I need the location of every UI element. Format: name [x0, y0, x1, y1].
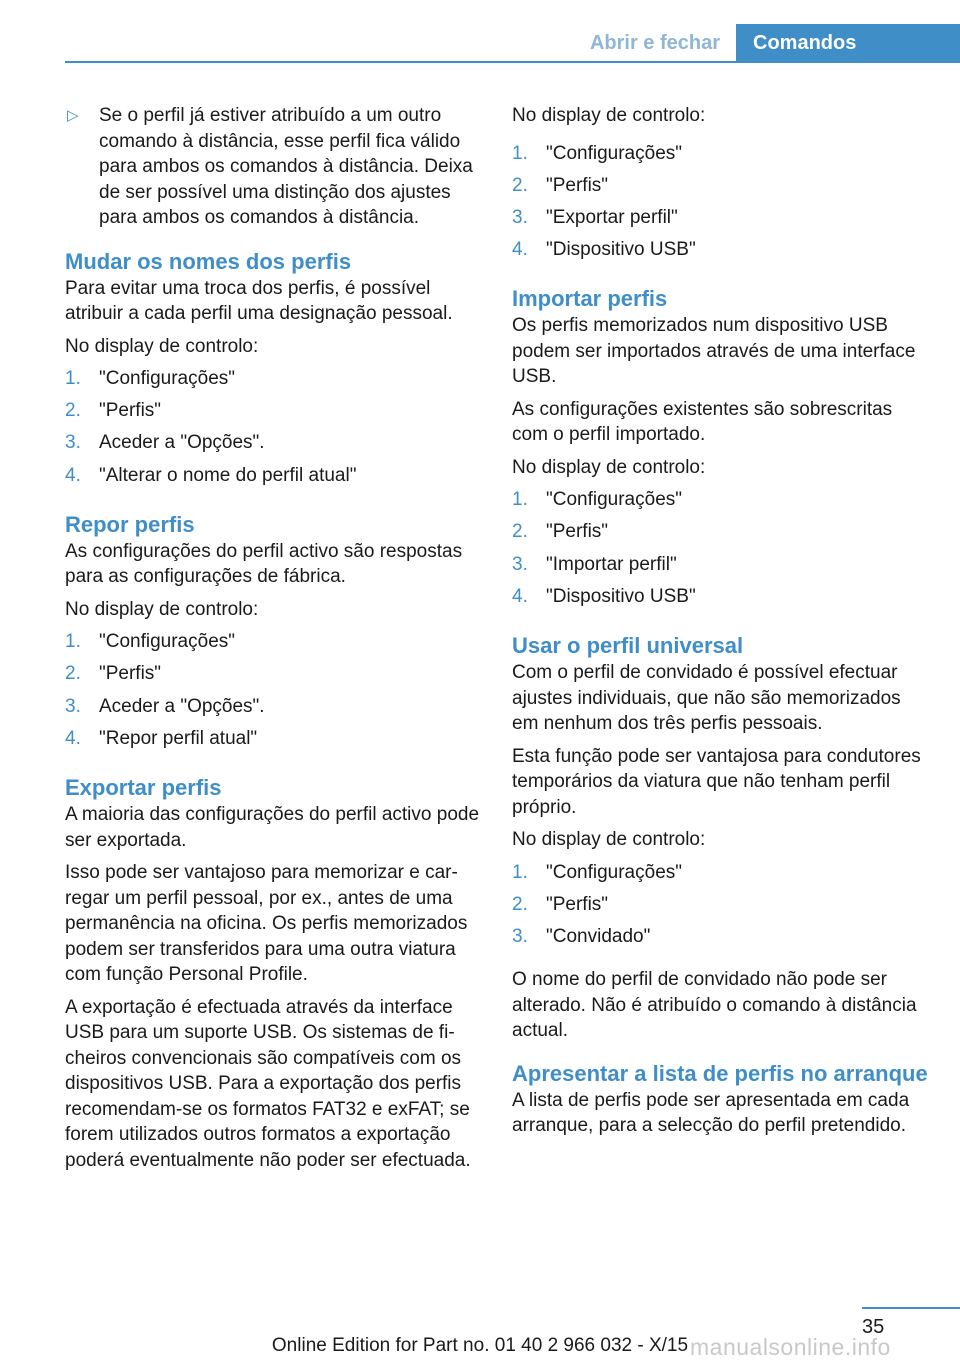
- list-item: 1. "Configurações": [512, 142, 683, 164]
- paragraph: Esta função pode ser vantajosa para condutores temporários da viatura que não tenham perfil próprio.: [512, 745, 921, 818]
- list-item: 1. "Configurações": [65, 631, 236, 653]
- heading-exportar-perfis: Exportar perfis: [65, 775, 222, 800]
- steps-list: [512, 860, 932, 957]
- paragraph: As configurações do perfil activo são respostas para as configurações de fábrica.: [65, 540, 463, 588]
- list-item: 3. Aceder a "Opções".: [65, 695, 265, 717]
- paragraph: No display de controlo:: [65, 335, 259, 357]
- steps-list: [65, 629, 485, 758]
- list-item: 2. "Perfis": [512, 174, 609, 196]
- paragraph: Com o perfil de convidado é possível efectuar ajustes individuais, que não são memorizados em nenhum dos três perfis pessoais.: [512, 662, 901, 734]
- list-item: 3. Aceder a "Opções".: [65, 432, 265, 454]
- paragraph: Os perfis memorizados num dispositivo USB podem ser importados através de uma interface USB.: [512, 315, 916, 388]
- steps-list: [512, 487, 932, 616]
- list-item: 2. "Perfis": [512, 893, 609, 915]
- paragraph: Para evitar uma troca dos perfis, é possível atribuir a cada perfil uma designação pessoal.: [65, 277, 453, 324]
- paragraph: No display de controlo:: [512, 829, 706, 850]
- list-item: 4. "Alterar o nome do perfil atual": [65, 464, 357, 486]
- list-item: 1. "Configurações": [512, 861, 683, 883]
- paragraph: Isso pode ser vantajoso para memorizar e carregar um perfil pessoal, por ex., antes de uma permanência na oficina. Os perfis memorizados podem ser transferidos para uma outra viatura com função Personal Profile.: [65, 862, 468, 985]
- header-tab-abrir-e-fechar[interactable]: Abrir e fechar: [589, 32, 721, 54]
- paragraph: O nome do perfil de convidado não pode ser alterado. Não é atribuído o comando à distância actual.: [512, 969, 917, 1042]
- heading-mudar-nomes: Mudar os nomes dos perfis: [65, 248, 352, 274]
- list-item: 3. "Importar perfil": [512, 553, 677, 575]
- list-item: 2. "Perfis": [65, 400, 162, 422]
- paragraph: A maioria das configurações do perfil activo pode ser exportada.: [65, 804, 480, 851]
- list-item: 1. "Configurações": [512, 489, 683, 511]
- footer-rule: [862, 1307, 960, 1309]
- list-item: 3. "Convidado": [512, 925, 651, 947]
- steps-list: [512, 141, 932, 270]
- paragraph: No display de controlo:: [512, 105, 706, 126]
- note-triangle-icon: ▷: [67, 107, 79, 124]
- right-column: [512, 103, 932, 1146]
- list-item: 4. "Dispositivo USB": [512, 239, 696, 261]
- paragraph: A exportação é efectuada através da interface USB para um suporte USB. Os sistemas de ficheiros convencionais são compatíveis com os dispositivos USB. Para a exportação dos perfis recomendam-se os formatos FAT32 e exFAT; se forem utilizados outros formatos a exportação poderá eventualmente não poder ser efectuada.: [65, 996, 471, 1171]
- heading-usar-perfil-universal: Usar o perfil universal: [512, 633, 744, 658]
- header-tab-comandos[interactable]: Comandos: [736, 24, 960, 62]
- paragraph: As configurações existentes são sobrescritas com o perfil importado.: [512, 398, 893, 446]
- paragraph: No display de controlo:: [512, 456, 706, 478]
- list-item: 4. "Repor perfil atual": [65, 727, 258, 749]
- page-number: 35: [862, 1316, 885, 1338]
- watermark: manualsonline.info: [690, 1334, 891, 1360]
- left-column: [65, 103, 485, 1180]
- list-item: 2. "Perfis": [512, 521, 609, 543]
- list-item: 3. "Exportar perfil": [512, 206, 678, 228]
- note: [65, 103, 485, 231]
- list-item: 4. "Dispositivo USB": [512, 585, 696, 607]
- edition-footer: Online Edition for Part no. 01 40 2 966 032 - X/15: [271, 1335, 689, 1356]
- paragraph: A lista de perfis pode ser apresentada em cada arranque, para a selecção do perfil pretendido.: [512, 1089, 910, 1137]
- header-rule: [65, 61, 960, 63]
- note-text: Se o perfil já estiver atribuído a um outro comando à distância, esse perfil fica válido para ambos os comandos à distância. Deixa de ser possível uma distinção dos ajustes para ambos os comandos à distância.: [99, 105, 473, 228]
- heading-repor-perfis: Repor perfis: [65, 511, 195, 537]
- heading-importar-perfis: Importar perfis: [512, 286, 668, 312]
- list-item: 2. "Perfis": [65, 663, 162, 685]
- list-item: 1. "Configurações": [65, 368, 236, 389]
- steps-list: [65, 366, 485, 495]
- paragraph: No display de controlo:: [65, 598, 259, 620]
- heading-apresentar-lista: Apresentar a lista de perfis no arranque: [512, 1060, 928, 1086]
